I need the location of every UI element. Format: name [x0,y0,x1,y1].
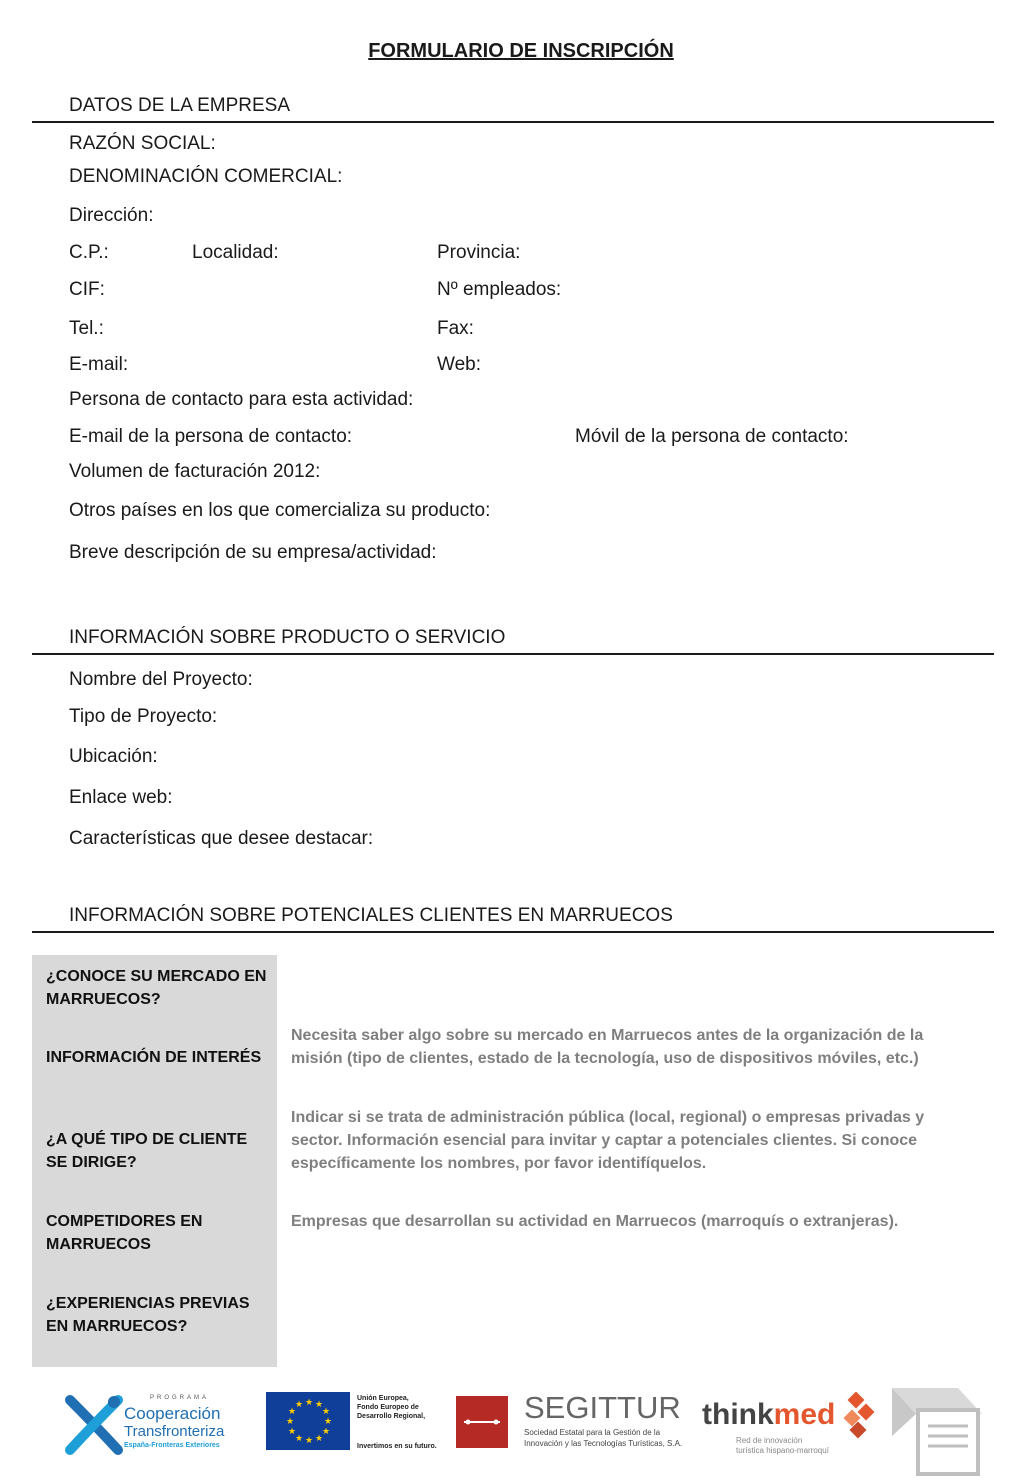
field-movil-contacto: Móvil de la persona de contacto: [575,426,849,447]
cooperacion-x-icon [64,1394,124,1456]
field-cif: CIF: [69,279,105,300]
field-nombre-proyecto: Nombre del Proyecto: [69,669,253,690]
eu-text-line1: Unión Europea, [357,1395,409,1402]
row-label-experiencias-previas: ¿EXPERIENCIAS PREVIAS EN MARRUECOS? [46,1295,250,1335]
thinkmed-med: med [773,1398,836,1431]
svg-text:★: ★ [324,1417,333,1427]
eu-text [357,1394,425,1421]
segittur-square-icon [456,1396,508,1448]
row-label-conoce-mercado: ¿CONOCE SU MERCADO EN MARRUECOS? [46,968,267,1008]
segittur-subtitle [524,1427,682,1449]
segittur-name: SEGITTUR [524,1390,681,1425]
field-fax: Fax: [437,318,474,339]
thinkmed-think: hink [712,1398,774,1431]
field-otros-paises: Otros países en los que comercializa su producto: [69,500,491,521]
field-direccion: Dirección: [69,205,154,226]
segittur-sub1: Sociedad Estatal para la Gestión de la [524,1428,661,1437]
field-empleados: Nº empleados: [437,279,562,300]
field-localidad: Localidad: [192,242,279,263]
section-heading-clients: INFORMACIÓN SOBRE POTENCIALES CLIENTES EN MARRUECOS [69,905,673,926]
row-label-tipo-cliente: ¿A QUÉ TIPO DE CLIENTE SE DIRIGE? [46,1131,248,1171]
thinkmed-sub2: turística hispano-marroquí [736,1446,829,1455]
svg-text:★: ★ [305,1398,314,1408]
eu-text-line2: Fondo Europeo de [357,1404,419,1411]
section-heading-product: INFORMACIÓN SOBRE PRODUCTO O SERVICIO [69,627,506,648]
coop-program-label: PROGRAMA [150,1395,210,1401]
logo-cooperacion-transfronteriza [64,1390,244,1460]
field-enlace-web: Enlace web: [69,787,173,808]
document-slide-icon [888,1384,988,1480]
svg-text:★: ★ [288,1427,297,1437]
thinkmed-diamonds-icon [838,1392,878,1442]
coop-line3: España-Fronteras Exteriores [124,1442,220,1449]
clients-table [32,955,994,1367]
row-note-tipo-cliente: Indicar si se trata de administración pública (local, regional) o empresas privadas y sector. Información esencial para invitar y captar a potenciales clientes. Si conoce específicamente los nombres, por favor identifíquelos. [291,1109,925,1172]
eu-flag-icon [266,1392,350,1450]
row-note-competidores: Empresas que desarrollan su actividad en Marruecos (marroquís o extranjeras). [291,1213,899,1230]
field-cp: C.P.: [69,242,109,263]
field-razon-social: RAZÓN SOCIAL: [69,133,216,154]
footer-logos [0,1380,1024,1479]
section-divider [32,931,994,933]
coop-line1: Cooperación [124,1404,221,1423]
svg-text:★: ★ [322,1427,331,1437]
field-descripcion: Breve descripción de su empresa/actividad: [69,542,437,563]
svg-text:★: ★ [295,1400,304,1410]
coop-line2: Transfronteriza [124,1423,225,1440]
field-facturacion: Volumen de facturación 2012: [69,461,321,482]
field-web: Web: [437,354,482,375]
field-email-contacto: E-mail de la persona de contacto: [69,426,353,447]
svg-text:★: ★ [322,1407,331,1417]
section-divider [32,121,994,123]
eu-tagline: Invertimos en su futuro. [357,1443,437,1450]
logo-union-europea [266,1392,436,1454]
field-denominacion-comercial: DENOMINACIÓN COMERCIAL: [69,166,343,187]
logo-thinkmed [702,1392,882,1458]
field-email: E-mail: [69,354,129,375]
field-tel: Tel.: [69,318,104,339]
thinkmed-name [702,1398,835,1432]
eu-text-line3: Desarrollo Regional, [357,1413,426,1420]
field-tipo-proyecto: Tipo de Proyecto: [69,706,218,727]
field-provincia: Provincia: [437,242,521,263]
logo-segittur [456,1392,696,1454]
section-divider [32,653,994,655]
field-persona-contacto: Persona de contacto para esta actividad: [69,389,414,410]
thinkmed-sub1: Red de innovación [736,1436,803,1445]
field-ubicacion: Ubicación: [69,746,158,767]
field-caracteristicas: Características que desee destacar: [69,828,374,849]
svg-text:★: ★ [305,1436,314,1446]
svg-text:★: ★ [315,1400,324,1410]
row-label-informacion-interes: INFORMACIÓN DE INTERÉS [46,1049,262,1066]
svg-text:★: ★ [286,1417,295,1427]
form-title: FORMULARIO DE INSCRIPCIÓN [368,40,674,62]
svg-text:★: ★ [295,1434,304,1444]
section-heading-company: DATOS DE LA EMPRESA [69,95,291,116]
thinkmed-subtitle [736,1436,829,1456]
svg-text:★: ★ [315,1434,324,1444]
segittur-sub2: Innovación y las Tecnologías Turísticas, S.A. [524,1439,683,1448]
svg-text:★: ★ [288,1407,297,1417]
thinkmed-t: t [702,1398,712,1431]
row-note-informacion-interes: Necesita saber algo sobre su mercado en Marruecos antes de la organización de la misión (tipo de clientes, estado de la tecnología, uso de dispositivos móviles, etc.) [291,1027,924,1067]
row-label-competidores: COMPETIDORES EN MARRUECOS [46,1213,203,1253]
